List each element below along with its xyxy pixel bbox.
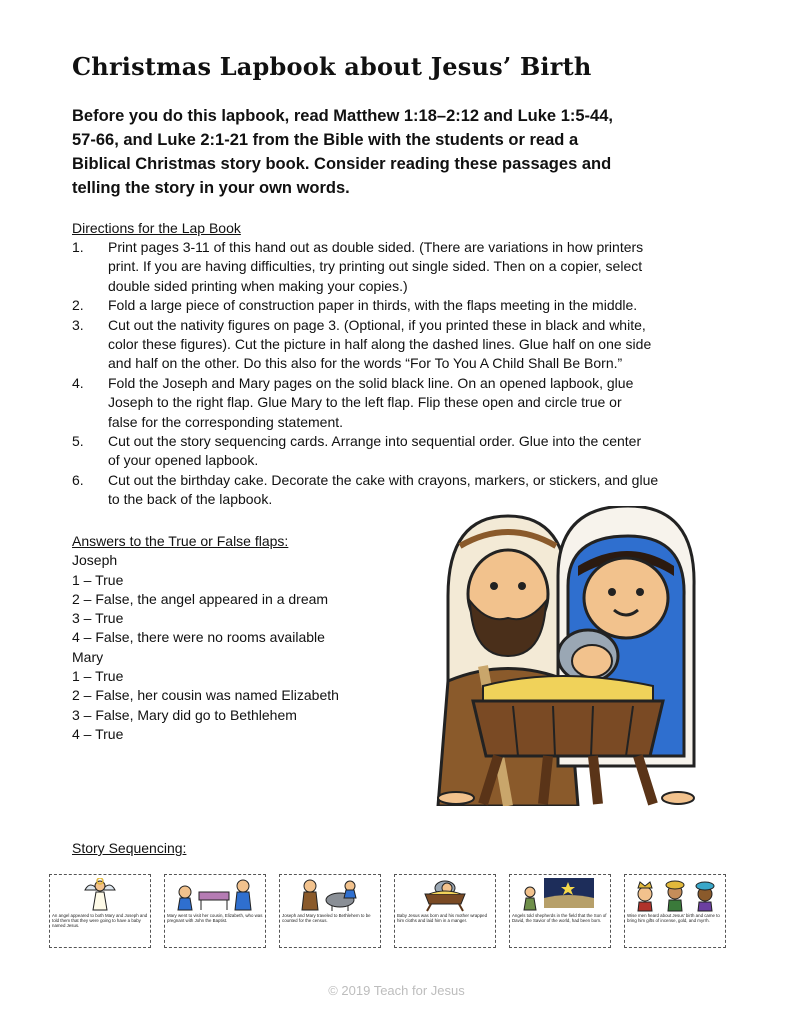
direction-step bbox=[72, 296, 702, 315]
answer-line: 1 – True bbox=[72, 571, 124, 588]
answer-line: Joseph bbox=[72, 552, 118, 569]
step-text: Fold the Joseph and Mary pages on the solid black line. On an opened lapbook, glue bbox=[108, 374, 634, 391]
answer-line: 3 – True bbox=[72, 610, 124, 627]
step-text: to the back of the lapbook. bbox=[108, 491, 273, 508]
sequence-card bbox=[49, 874, 151, 948]
step-text: and half on the other. Do this also for the words “For To You A Child Shall Be Born.” bbox=[108, 355, 623, 372]
answer-line: 2 – False, her cousin was named Elizabeth bbox=[72, 687, 339, 704]
card-caption: Joseph and Mary traveled to Bethlehem to be counted for the census. bbox=[282, 913, 371, 923]
shepherds-icon bbox=[512, 877, 608, 913]
step-text: Cut out the story sequencing cards. Arrange into sequential order. Glue into the center bbox=[108, 433, 642, 450]
sequence-card bbox=[394, 874, 496, 948]
step-number: 2. bbox=[72, 297, 84, 314]
sequencing-cards bbox=[49, 874, 733, 950]
sequence-card bbox=[509, 874, 611, 948]
answer-line: 1 – True bbox=[72, 668, 124, 685]
answers-section bbox=[72, 532, 339, 744]
mary-visit-icon bbox=[167, 877, 263, 913]
card-caption: Angels told shepherds in the field that the Son of David, the Savior of the world, had been born. bbox=[512, 913, 607, 923]
sequence-card bbox=[279, 874, 381, 948]
directions-heading: Directions for the Lap Book bbox=[72, 220, 241, 236]
card-caption: Mary went to visit her cousin, Elizabeth, who was pregnant with John the Baptist. bbox=[167, 913, 263, 923]
step-text: Joseph to the right flap. Glue Mary to the left flap. Flip these open and circle true or bbox=[108, 394, 622, 411]
sequence-card bbox=[624, 874, 726, 948]
intro-line: telling the story in your own words. bbox=[72, 179, 350, 197]
sequencing-heading: Story Sequencing: bbox=[72, 840, 187, 856]
intro-paragraph bbox=[72, 104, 672, 200]
direction-step bbox=[72, 316, 702, 374]
direction-step bbox=[72, 471, 702, 510]
step-number: 3. bbox=[72, 316, 84, 333]
answer-line: 3 – False, Mary did go to Bethlehem bbox=[72, 706, 297, 723]
intro-line: Before you do this lapbook, read Matthew 1:18–2:12 and Luke 1:5-44, bbox=[72, 107, 613, 125]
nativity-illustration bbox=[428, 506, 698, 806]
answer-line: 4 – False, there were no rooms available bbox=[72, 629, 325, 646]
card-caption: Baby Jesus was born and his mother wrapped him cloths and laid him in a manger. bbox=[397, 913, 488, 923]
wise-men-icon bbox=[627, 877, 723, 913]
direction-step bbox=[72, 238, 702, 296]
card-caption: An angel appeared to both Mary and Joseph and told them that they were going to have a baby named Jesus. bbox=[52, 913, 148, 928]
step-number: 4. bbox=[72, 374, 84, 391]
step-text: double sided printing when making your copies.) bbox=[108, 277, 408, 294]
sequence-card bbox=[164, 874, 266, 948]
answers-heading: Answers to the True or False flaps: bbox=[72, 533, 289, 549]
answer-line: Mary bbox=[72, 648, 104, 665]
answer-line: 4 – True bbox=[72, 725, 124, 742]
copyright-footer: © 2019 Teach for Jesus bbox=[328, 983, 465, 998]
step-text: Print pages 3-11 of this hand out as double sided. (There are variations in how printers bbox=[108, 239, 644, 255]
step-number: 5. bbox=[72, 433, 84, 450]
angel-icon bbox=[52, 877, 148, 913]
direction-step bbox=[72, 374, 702, 432]
step-number: 6. bbox=[72, 471, 84, 488]
intro-line: Biblical Christmas story book. Consider reading these passages and bbox=[72, 155, 612, 173]
step-text: color these figures). Cut the picture in half along the dashed lines. Glue half on one side bbox=[108, 336, 652, 353]
manger-icon bbox=[397, 877, 493, 913]
donkey-travel-icon bbox=[282, 877, 378, 913]
intro-line: 57-66, and Luke 2:1-21 from the Bible with the students or read a bbox=[72, 131, 579, 149]
step-number: 1. bbox=[72, 239, 84, 255]
card-caption: Wise men heard about Jesus' birth and came to bring him gifts of incense, gold, and myrrh. bbox=[627, 913, 720, 923]
directions-list bbox=[72, 238, 702, 510]
answer-line: 2 – False, the angel appeared in a dream bbox=[72, 590, 329, 607]
step-text: Fold a large piece of construction paper in thirds, with the flaps meeting in the middle. bbox=[108, 297, 638, 314]
step-text: Cut out the birthday cake. Decorate the cake with crayons, markers, or stickers, and glue bbox=[108, 471, 659, 488]
direction-step bbox=[72, 432, 702, 471]
step-text: Cut out the nativity figures on page 3. (Optional, if you printed these in black and white, bbox=[108, 316, 646, 333]
step-text: of your opened lapbook. bbox=[108, 452, 259, 469]
step-text: print. If you are having difficulties, try printing out single sided. Then on a copier, select bbox=[108, 258, 643, 275]
step-text: false for the corresponding statement. bbox=[108, 413, 344, 430]
page-title: Christmas Lapbook about Jesus’ Birth bbox=[72, 52, 592, 81]
